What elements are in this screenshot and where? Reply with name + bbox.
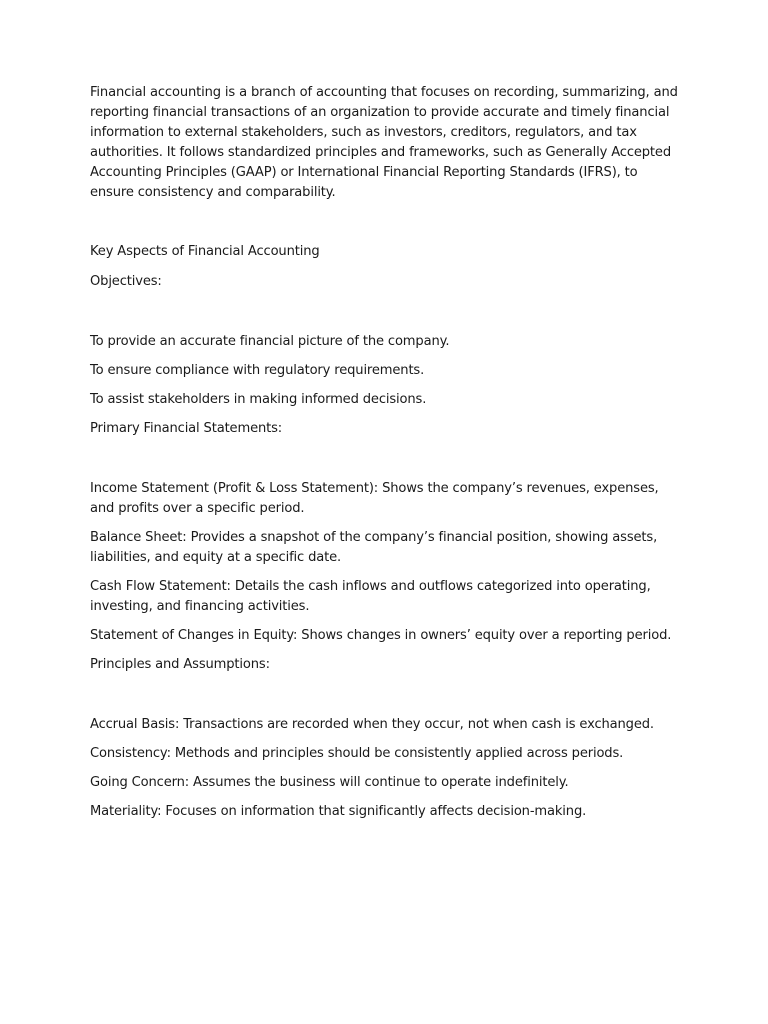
principle-item: Materiality: Focuses on information that significantly affects decision-making. (90, 804, 587, 819)
principle-item: Going Concern: Assumes the business will continue to operate indefinitely. (90, 775, 569, 790)
objective-item: To assist stakeholders in making informed decisions. (90, 392, 427, 407)
statement-item: Cash Flow Statement: Details the cash inflows and outflows categorized into operating, investing, and financing activities. (90, 579, 651, 614)
principles-label: Principles and Assumptions: (90, 657, 270, 672)
objectives-label: Objectives: (90, 274, 162, 289)
statement-item: Income Statement (Profit & Loss Statement): Shows the company’s revenues, expenses, and profits over a specific period. (90, 481, 659, 516)
section-heading: Key Aspects of Financial Accounting (90, 244, 320, 259)
objective-item: To provide an accurate financial picture of the company. (90, 334, 450, 349)
principle-item: Consistency: Methods and principles should be consistently applied across periods. (90, 746, 624, 761)
principle-item: Accrual Basis: Transactions are recorded when they occur, not when cash is exchanged. (90, 717, 654, 732)
document-page (90, 83, 680, 831)
statement-item: Statement of Changes in Equity: Shows changes in owners’ equity over a reporting period. (90, 628, 672, 643)
statement-item: Balance Sheet: Provides a snapshot of the company’s financial position, showing assets, liabilities, and equity at a specific date. (90, 530, 658, 565)
intro-paragraph: Financial accounting is a branch of accounting that focuses on recording, summarizing, and reporting financial transactions of an organization to provide accurate and timely financial information to external stakeholders, such as investors, creditors, regulators, and tax authorities. It follows standardized principles and frameworks, such as Generally Accepted Accounting Principles (GAAP) or International Financial Reporting Standards (IFRS), to ensure consistency and comparability. (90, 85, 678, 200)
objective-item: To ensure compliance with regulatory requirements. (90, 363, 425, 378)
statements-label: Primary Financial Statements: (90, 421, 283, 436)
